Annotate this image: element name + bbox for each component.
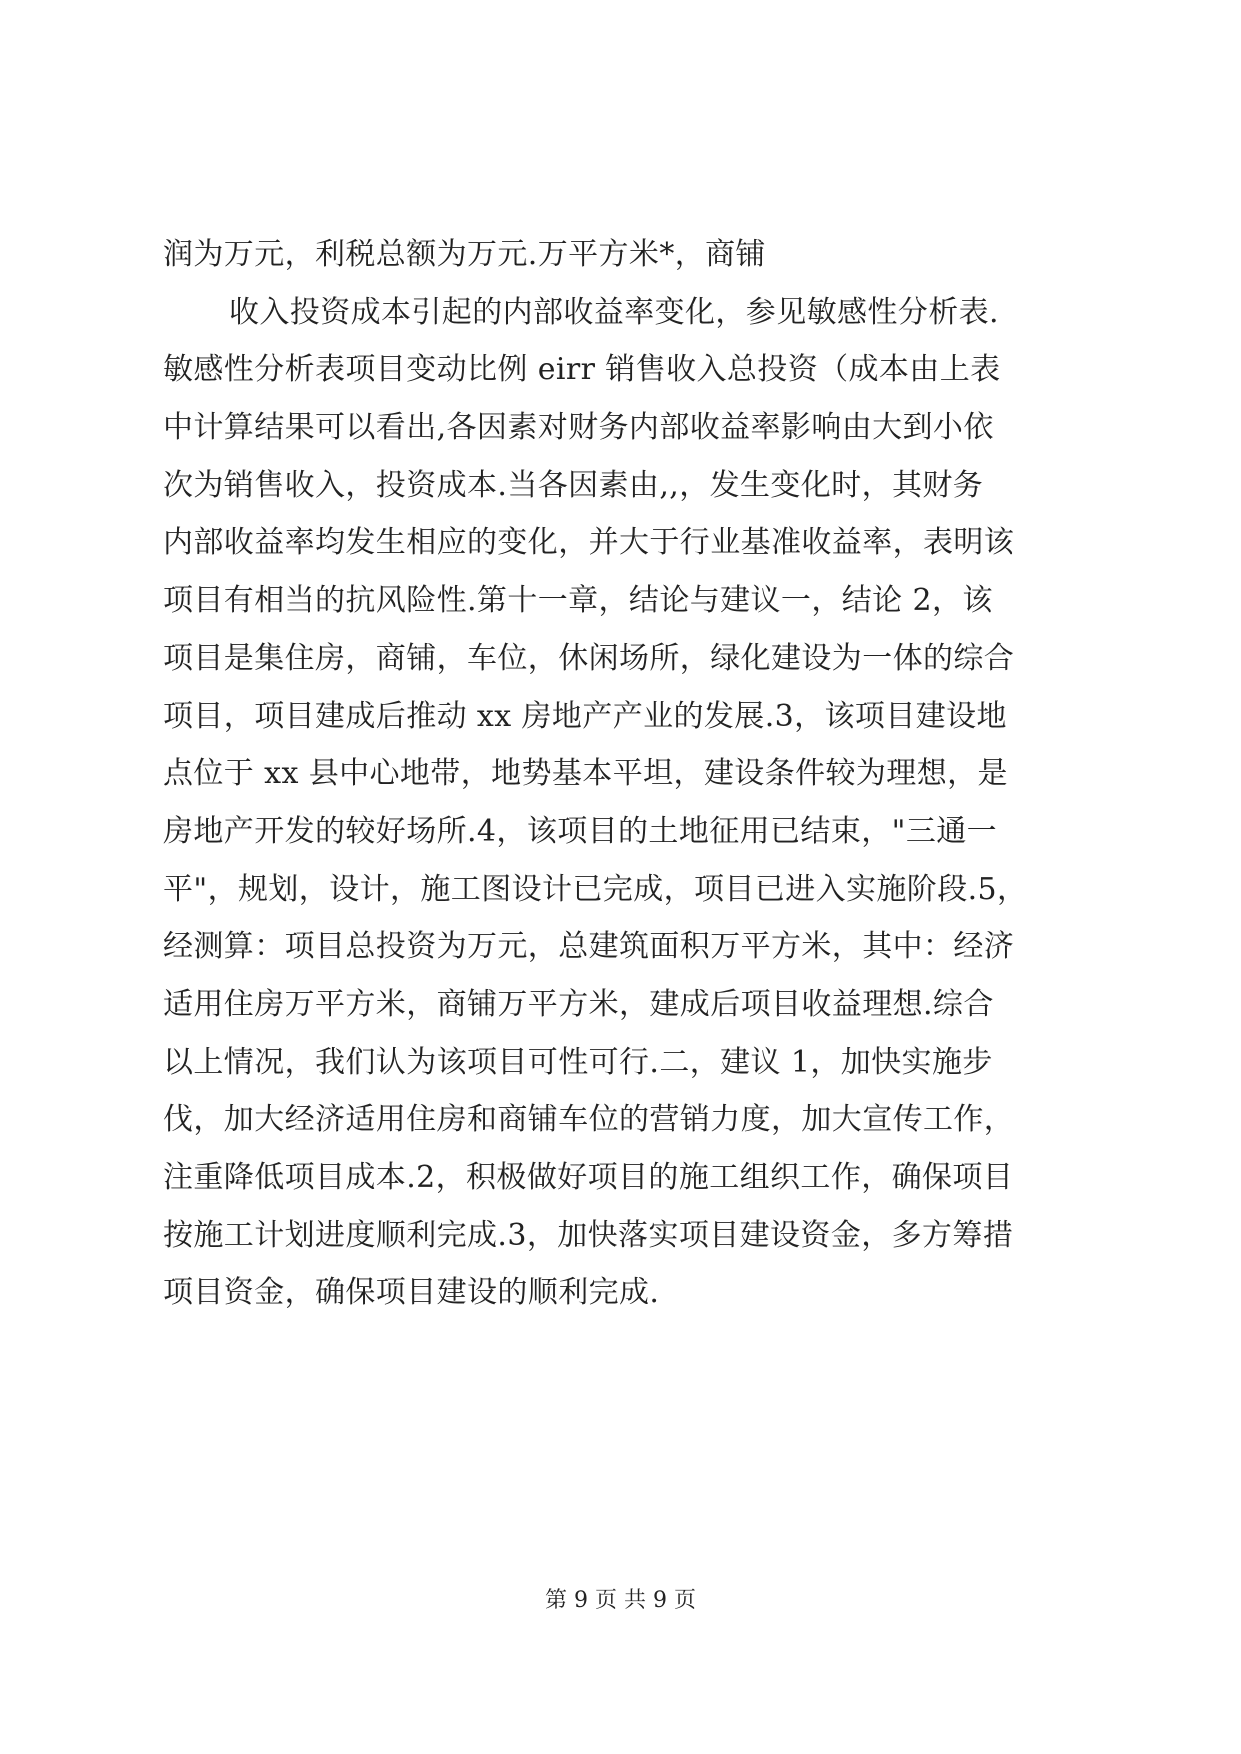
text-line: 项目有相当的抗风险性.第十一章，结论与建议一，结论 2，该 (163, 583, 993, 619)
text-line: 项目，项目建成后推动 xx 房地产产业的发展.3，该项目建设地 (163, 698, 1007, 734)
text-line: 按施工计划进度顺利完成.3，加快落实项目建设资金，多方筹措 (163, 1217, 1014, 1253)
text-line: 平"，规划，设计，施工图设计已完成，项目已进入实施阶段.5， (163, 871, 1028, 907)
text-line: 项目是集住房，商铺，车位，休闲场所，绿化建设为一体的综合 (163, 640, 1015, 676)
text-line: 润为万元，利税总额为万元.万平方米*，商铺 (163, 237, 766, 272)
text-line: 敏感性分析表项目变动比例 eirr 销售收入总投资（成本由上表 (163, 352, 1001, 388)
text-line: 项目资金，确保项目建设的顺利完成. (163, 1275, 660, 1311)
text-line: 适用住房万平方米，商铺万平方米，建成后项目收益理想.综合 (163, 986, 994, 1022)
paragraph-start-line: 收入投资成本引起的内部收益率变化，参见敏感性分析表. (229, 294, 999, 330)
text-line: 伐，加大经济适用住房和商铺车位的营销力度，加大宣传工作， (163, 1102, 1015, 1138)
body-text (163, 226, 1083, 1322)
text-line: 以上情况，我们认为该项目可性可行.二，建议 1，加快实施步 (163, 1044, 993, 1080)
text-line: 房地产开发的较好场所.4，该项目的土地征用已结束，"三通一 (163, 813, 998, 849)
text-line: 内部收益率均发生相应的变化，并大于行业基准收益率，表明该 (163, 525, 1015, 561)
page-number-footer: 第 9 页 共 9 页 (545, 1588, 696, 1613)
text-line: 次为销售收入，投资成本.当各因素由,,，发生变化时，其财务 (163, 467, 984, 503)
text-line: 经测算：项目总投资为万元，总建筑面积万平方米，其中：经济 (163, 929, 1015, 965)
text-line: 中计算结果可以看出,各因素对财务内部收益率影响由大到小依 (163, 410, 994, 446)
text-line: 点位于 xx 县中心地带，地势基本平坦，建设条件较为理想，是 (163, 756, 1008, 792)
text-line: 注重降低项目成本.2，积极做好项目的施工组织工作，确保项目 (163, 1160, 1014, 1195)
